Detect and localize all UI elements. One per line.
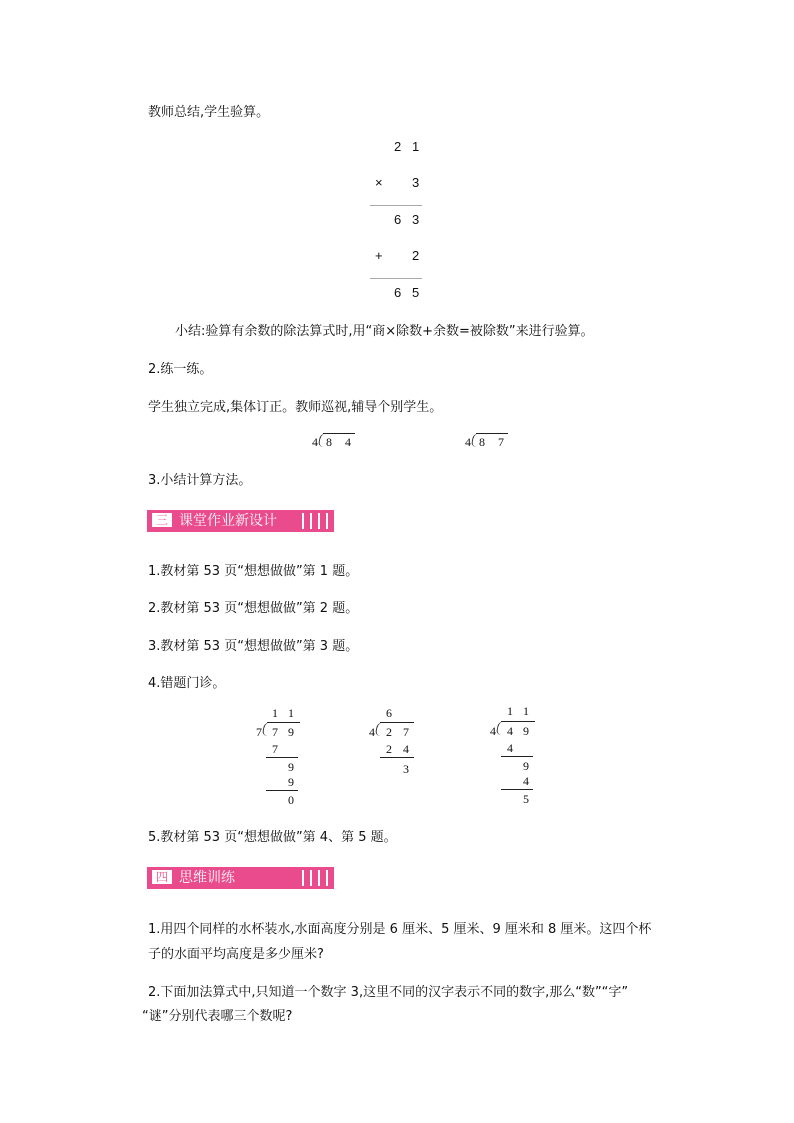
digit: 8: [326, 435, 332, 449]
digit: 4: [345, 435, 351, 449]
divisor: 4: [465, 435, 471, 449]
digit: 5: [523, 792, 529, 806]
summary-text: 小结:验算有余数的除法算式时,用“商×除数+余数=被除数”来进行验算。: [175, 324, 594, 339]
digit: 9: [523, 724, 529, 738]
digit: 4: [507, 741, 513, 755]
digit: 1: [507, 704, 513, 718]
division-bracket: [380, 722, 414, 723]
digit: 2: [386, 742, 392, 756]
digit: 7: [403, 725, 409, 739]
digit: 1: [288, 706, 294, 720]
homework-item: 5.教材第 53 页“想想做做”第 4、第 5 题。: [148, 830, 397, 845]
digit: 8: [479, 435, 485, 449]
section-number-badge: 四: [151, 869, 173, 885]
digit: 7: [272, 725, 278, 739]
decor-stripe: [318, 513, 320, 529]
digit: 9: [288, 725, 294, 739]
homework-item: 1.教材第 53 页“想想做做”第 1 题。: [148, 564, 359, 579]
digit: 4: [523, 774, 529, 788]
plus-sign: +: [375, 248, 383, 263]
homework-item: 4.错题门诊。: [148, 676, 226, 691]
divisor: 4: [490, 724, 496, 738]
digit: 7: [498, 435, 504, 449]
question-2-line-1: 2.下面加法算式中,只知道一个数字 3,这里不同的汉字表示不同的数字,那么“数”“字”: [148, 985, 629, 1000]
digit: 2: [412, 248, 420, 263]
section-title: 思维训练: [179, 870, 235, 886]
digit: 3: [403, 762, 409, 776]
homework-item: 3.教材第 53 页“想想做做”第 3 题。: [148, 639, 359, 654]
digit: 1: [523, 704, 529, 718]
decor-stripe: [326, 513, 328, 529]
section-title: 课堂作业新设计: [179, 513, 277, 529]
decor-stripe: [310, 870, 312, 886]
digit: 7: [272, 742, 278, 756]
section-banner-3: [147, 510, 334, 532]
method-text: 3.小结计算方法。: [148, 473, 252, 488]
digit: 0: [288, 793, 294, 807]
digit: 4: [403, 742, 409, 756]
digit: 9: [523, 759, 529, 773]
divider: [370, 205, 422, 206]
practice-text: 学生独立完成,集体订正。教师巡视,辅导个别学生。: [148, 400, 443, 415]
digit: 3: [412, 175, 420, 190]
division-bracket: [476, 433, 508, 434]
question-1-line-2: 子的水面平均高度是多少厘米?: [148, 947, 324, 962]
divider: [266, 757, 298, 758]
divisor: 4: [369, 725, 375, 739]
digit: 9: [288, 760, 294, 774]
digit: 9: [288, 775, 294, 789]
division-bracket: [501, 721, 535, 722]
question-1-line-1: 1.用四个同样的水杯装水,水面高度分别是 6 厘米、5 厘米、9 厘米和 8 厘米。这四个杯: [148, 922, 652, 937]
divisor: 4: [312, 435, 318, 449]
divider: [501, 756, 533, 757]
divider: [501, 789, 533, 790]
division-bracket: [267, 722, 300, 723]
digit: 6: [394, 285, 402, 300]
intro-text: 教师总结,学生验算。: [148, 105, 270, 120]
decor-stripe: [310, 513, 312, 529]
digit: 2: [394, 139, 402, 154]
digit: 1: [412, 139, 420, 154]
digit: 3: [412, 212, 420, 227]
section-banner-4: [147, 867, 334, 889]
decor-stripe: [302, 513, 304, 529]
digit: 6: [386, 706, 392, 720]
section-number-badge: 三: [151, 512, 173, 528]
divider: [370, 278, 422, 279]
divisor: 7: [256, 725, 262, 739]
digit: 6: [394, 212, 402, 227]
decor-stripe: [326, 870, 328, 886]
divider: [380, 757, 414, 758]
digit: 1: [272, 706, 278, 720]
decor-stripe: [318, 870, 320, 886]
multiply-sign: ×: [375, 175, 383, 190]
practice-title: 2.练一练。: [148, 362, 213, 377]
digit: 2: [386, 725, 392, 739]
question-2-line-2: “谜”分别代表哪三个数呢?: [142, 1009, 293, 1024]
digit: 4: [507, 724, 513, 738]
homework-item: 2.教材第 53 页“想想做做”第 2 题。: [148, 601, 359, 616]
divider: [266, 790, 298, 791]
decor-stripe: [302, 870, 304, 886]
division-bracket: [323, 433, 355, 434]
digit: 5: [412, 285, 420, 300]
